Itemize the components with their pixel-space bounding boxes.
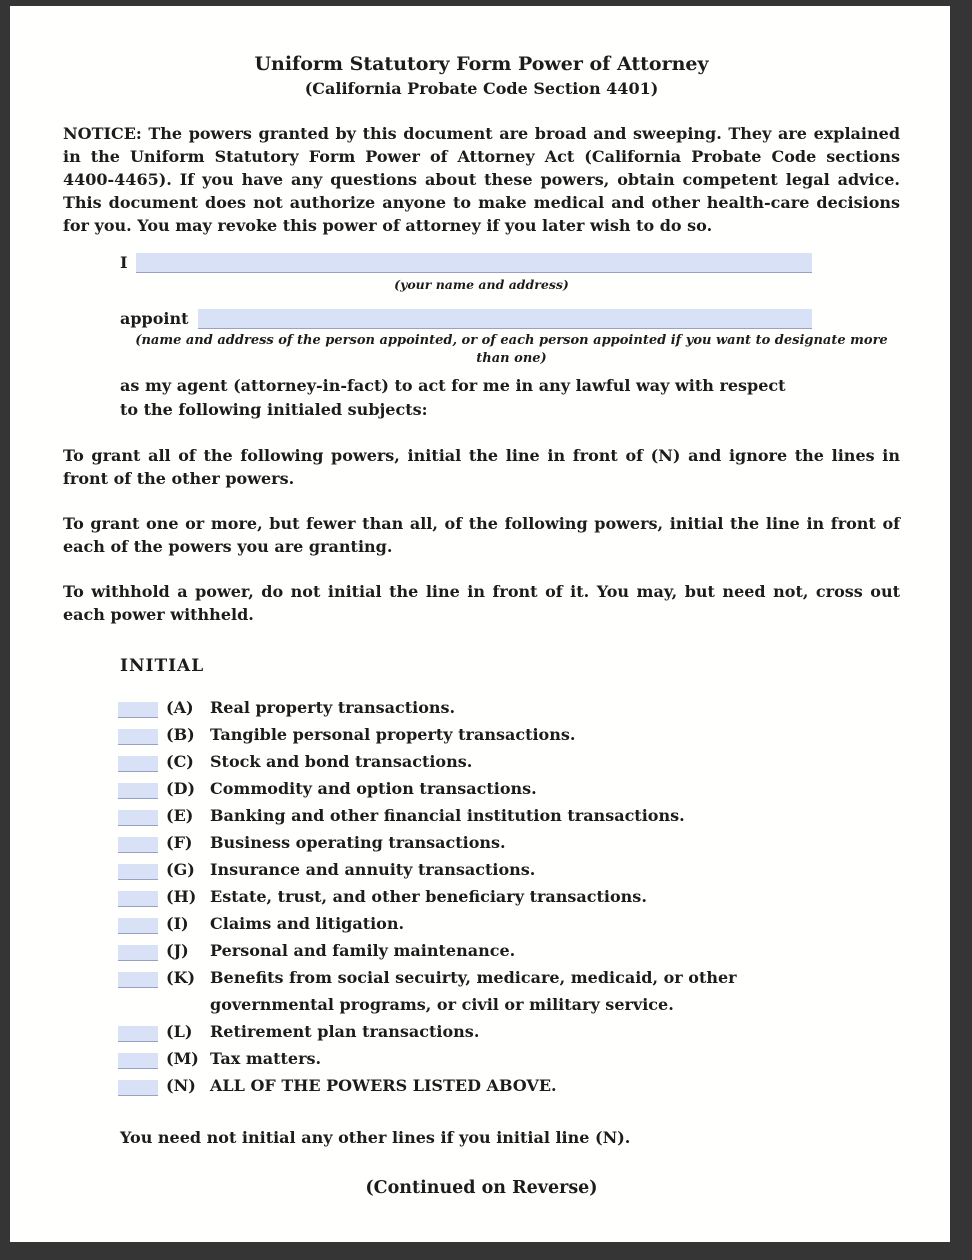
power-label-f: Business operating transactions. bbox=[210, 833, 506, 852]
power-label-d: Commodity and option transactions. bbox=[210, 779, 537, 798]
power-label-l: Retirement plan transactions. bbox=[210, 1022, 480, 1041]
power-letter-h: (H) bbox=[166, 887, 197, 906]
power-row-e bbox=[118, 802, 900, 829]
power-row-m bbox=[118, 1045, 900, 1072]
initial-field-g[interactable] bbox=[118, 864, 158, 880]
power-letter-a: (A) bbox=[166, 698, 194, 717]
initial-field-a[interactable] bbox=[118, 702, 158, 718]
page-content bbox=[10, 6, 950, 1198]
initial-field-j[interactable] bbox=[118, 945, 158, 961]
power-letter-i: (I) bbox=[166, 914, 189, 933]
power-label-h: Estate, trust, and other beneficiary transactions. bbox=[210, 887, 647, 906]
initial-field-b[interactable] bbox=[118, 729, 158, 745]
power-row-i bbox=[118, 910, 900, 937]
power-row-a bbox=[118, 694, 900, 721]
initial-field-l[interactable] bbox=[118, 1026, 158, 1042]
document-title: Uniform Statutory Form Power of Attorney bbox=[254, 53, 709, 75]
initial-n-note: You need not initial any other lines if you initial line (N). bbox=[120, 1128, 631, 1147]
power-label-n: ALL OF THE POWERS LISTED ABOVE. bbox=[210, 1076, 557, 1095]
initial-heading: INITIAL bbox=[120, 656, 205, 676]
power-label-g: Insurance and annuity transactions. bbox=[210, 860, 536, 879]
agent-lead-in: appoint bbox=[120, 309, 189, 328]
power-label-a: Real property transactions. bbox=[210, 698, 456, 717]
power-label-i: Claims and litigation. bbox=[210, 914, 405, 933]
power-label-b: Tangible personal property transactions. bbox=[210, 725, 576, 744]
initial-field-f[interactable] bbox=[118, 837, 158, 853]
power-row-n bbox=[118, 1072, 900, 1099]
principal-lead-in: I bbox=[120, 253, 128, 272]
notice-paragraph: NOTICE: The powers granted by this document are broad and sweeping. They are explained in the Uniform Statutory Form Power of Attorney Act (California Probate Code sections 4400-4465). If you have any questions about these powers, obtain competent legal advice. This document does not authorize anyone to make medical and other health-care decisions for you. You may revoke this power of attorney if you later wish to do so. bbox=[63, 124, 900, 235]
power-letter-f: (F) bbox=[166, 833, 193, 852]
instruction-withhold: To withhold a power, do not initial the line in front of it. You may, but need not, cross out each power withheld. bbox=[63, 582, 900, 624]
agent-field-caption: (name and address of the person appointed, or of each person appointed if you want to designate more than one) bbox=[135, 333, 888, 366]
power-letter-b: (B) bbox=[166, 725, 195, 744]
power-row-d bbox=[118, 775, 900, 802]
document-page bbox=[10, 6, 950, 1242]
principal-field-caption: (your name and address) bbox=[394, 277, 569, 292]
power-letter-g: (G) bbox=[166, 860, 195, 879]
principal-row bbox=[120, 253, 900, 273]
instruction-grant-some: To grant one or more, but fewer than all, of the following powers, initial the line in front of each of the powers you are granting. bbox=[63, 514, 900, 556]
initial-field-d[interactable] bbox=[118, 783, 158, 799]
initial-field-n[interactable] bbox=[118, 1080, 158, 1096]
power-letter-d: (D) bbox=[166, 779, 196, 798]
power-row-k bbox=[118, 964, 900, 1018]
agent-statement: as my agent (attorney-in-fact) to act for me in any lawful way with respect to the following initialed subjects: bbox=[120, 376, 786, 419]
principal-name-field[interactable] bbox=[136, 253, 812, 273]
power-row-j bbox=[118, 937, 900, 964]
initial-field-i[interactable] bbox=[118, 918, 158, 934]
agent-row bbox=[120, 309, 900, 329]
power-letter-m: (M) bbox=[166, 1049, 199, 1068]
initial-field-e[interactable] bbox=[118, 810, 158, 826]
initial-field-k[interactable] bbox=[118, 972, 158, 988]
agent-name-field[interactable] bbox=[198, 309, 812, 329]
power-row-b bbox=[118, 721, 900, 748]
power-letter-k: (K) bbox=[166, 968, 196, 987]
initial-field-c[interactable] bbox=[118, 756, 158, 772]
power-row-c bbox=[118, 748, 900, 775]
initial-field-h[interactable] bbox=[118, 891, 158, 907]
power-label-m: Tax matters. bbox=[210, 1049, 322, 1068]
power-row-g bbox=[118, 856, 900, 883]
power-label-j: Personal and family maintenance. bbox=[210, 941, 516, 960]
power-label-c: Stock and bond transactions. bbox=[210, 752, 473, 771]
power-row-f bbox=[118, 829, 900, 856]
power-label-e: Banking and other financial institution transactions. bbox=[210, 806, 685, 825]
power-row-l bbox=[118, 1018, 900, 1045]
power-letter-c: (C) bbox=[166, 752, 194, 771]
power-letter-e: (E) bbox=[166, 806, 194, 825]
continued-on-reverse: (Continued on Reverse) bbox=[365, 1178, 598, 1198]
power-letter-n: (N) bbox=[166, 1076, 196, 1095]
power-letter-l: (L) bbox=[166, 1022, 193, 1041]
power-letter-j: (J) bbox=[166, 941, 189, 960]
document-subtitle: (California Probate Code Section 4401) bbox=[304, 79, 659, 98]
initial-field-m[interactable] bbox=[118, 1053, 158, 1069]
power-row-h bbox=[118, 883, 900, 910]
instruction-grant-all: To grant all of the following powers, initial the line in front of (N) and ignore the lines in front of the other powers. bbox=[63, 446, 900, 488]
power-label-k: Benefits from social secuirty, medicare, medicaid, or other governmental programs, or civil or military service. bbox=[210, 968, 737, 1014]
